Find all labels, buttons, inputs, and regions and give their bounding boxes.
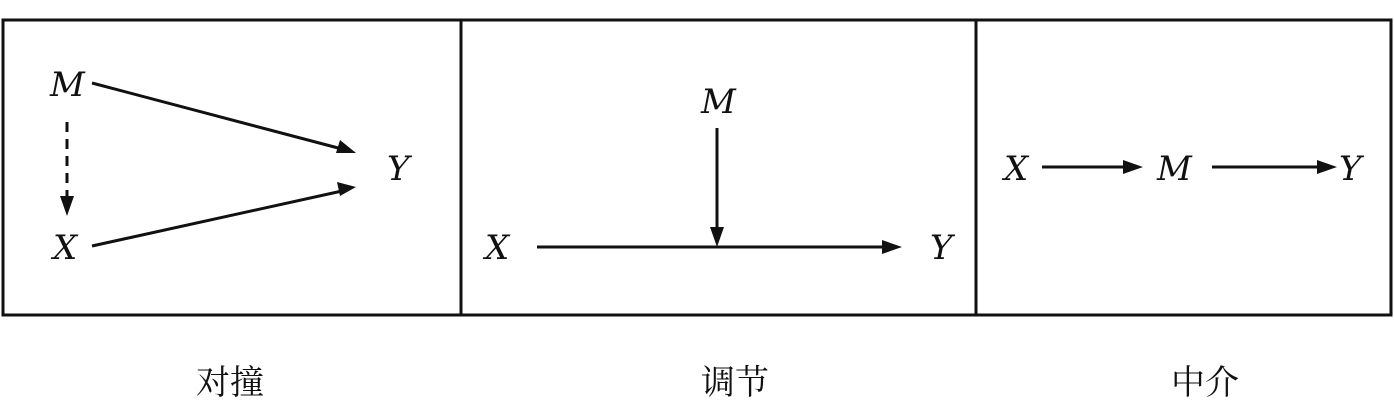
moderation-arrowhead-m-to-path: [710, 227, 724, 247]
mediation-caption: 中介: [1171, 363, 1239, 403]
collider-edge-x-to-y: [92, 191, 342, 246]
panel-collider: [49, 65, 413, 403]
collider-arrowhead-m-to-x: [60, 196, 74, 216]
collider-arrowhead-x-to-y: [337, 182, 356, 196]
panel-moderation: [482, 82, 956, 403]
moderation-node-m: M: [701, 82, 736, 122]
moderation-arrowhead-x-to-y: [882, 240, 902, 254]
collider-node-m: M: [50, 65, 85, 105]
moderation-node-y: Y: [930, 228, 953, 268]
collider-caption: 对撞: [196, 363, 264, 403]
mediation-node-m: M: [1157, 149, 1192, 189]
collider-arrowhead-m-to-y: [336, 140, 356, 153]
moderation-node-x: X: [485, 228, 510, 268]
collider-edge-m-to-y: [92, 83, 342, 149]
mediation-node-x: X: [1004, 149, 1029, 189]
mediation-node-y: Y: [1339, 149, 1362, 189]
panel-mediation: [1001, 149, 1365, 403]
collider-node-y: Y: [387, 149, 410, 189]
collider-node-x: X: [53, 228, 78, 268]
moderation-caption: 调节: [701, 363, 769, 403]
mediation-arrowhead-x-to-m: [1123, 160, 1143, 174]
mediation-arrowhead-m-to-y: [1317, 160, 1337, 174]
